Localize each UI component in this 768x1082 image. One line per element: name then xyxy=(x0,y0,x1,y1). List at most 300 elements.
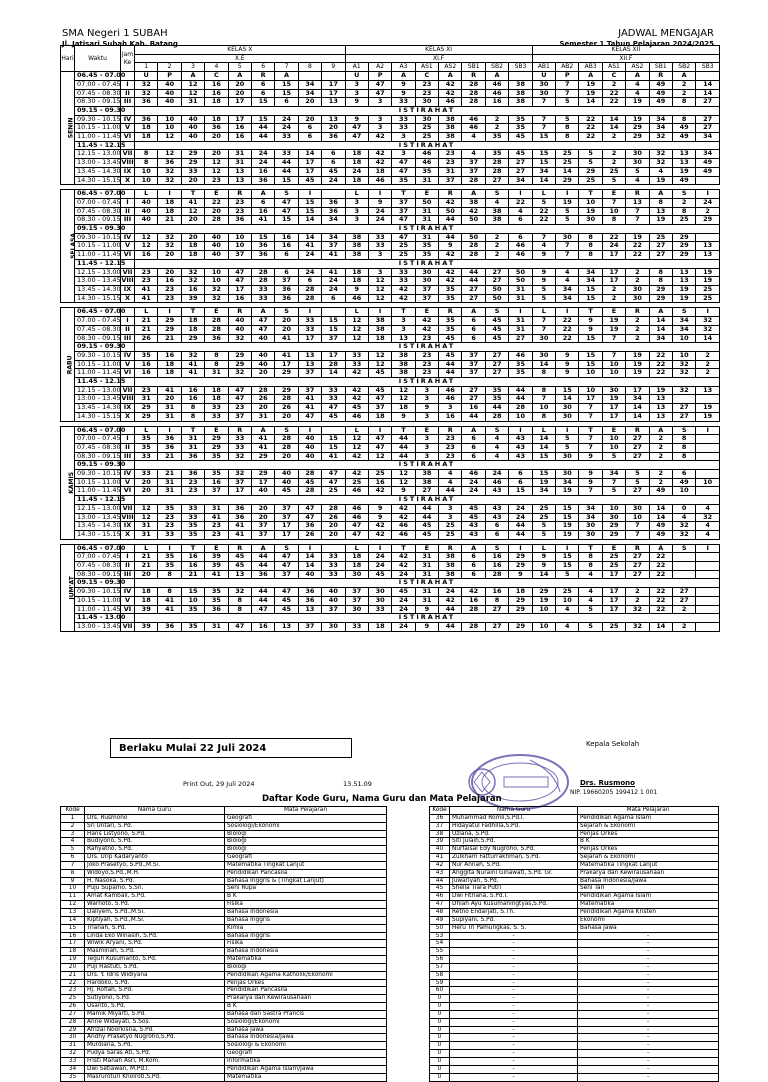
teacher-code-cell: 31 xyxy=(509,285,532,294)
teacher-code-cell: 30 xyxy=(532,334,555,343)
teacher-code-cell: 16 xyxy=(205,80,228,89)
teacher-code-cell: 21 xyxy=(158,470,181,479)
teacher-code-cell: A xyxy=(626,72,649,81)
teacher-subject: - xyxy=(578,1026,719,1034)
teacher-code-cell: 36 xyxy=(251,176,274,185)
teacher-code-cell: 2 xyxy=(485,233,508,242)
col-mapel: Mata Pelajaran xyxy=(578,807,719,815)
jam-cell: I xyxy=(121,80,135,89)
teacher-code-cell: 5 xyxy=(532,198,555,207)
teacher-code-cell: 33 xyxy=(181,167,204,176)
teacher-subject: - xyxy=(578,1073,719,1081)
teacher-code-cell: 28 xyxy=(509,404,532,413)
teacher-code-cell: 5 xyxy=(579,150,602,159)
opening-row xyxy=(61,544,720,553)
class-column-header: AS1 xyxy=(602,63,625,72)
teacher-code-cell: 15 xyxy=(322,325,345,334)
teacher-code-cell: 36 xyxy=(322,198,345,207)
lesson-row xyxy=(61,522,720,531)
teacher-code-cell: 45 xyxy=(275,596,298,605)
teacher-code-cell: 36 xyxy=(275,294,298,303)
teacher-code-cell: L xyxy=(532,190,555,199)
teacher-name: Hidayatul Fadhilla,S.Pd. xyxy=(450,822,578,830)
teacher-code-cell: 8 xyxy=(649,268,672,277)
teacher-code-cell: 32 xyxy=(158,242,181,251)
teacher-code-cell: 6 xyxy=(298,277,321,286)
teacher-code-cell: 28 xyxy=(205,216,228,225)
teacher-code-cell: 2 xyxy=(649,452,672,461)
teacher-code-cell: A xyxy=(251,190,274,199)
teacher-code-cell: 10 xyxy=(158,124,181,133)
teacher-code-cell: 24 xyxy=(322,277,345,286)
teacher-code-cell: R xyxy=(228,190,251,199)
teacher-code-cell: 27 xyxy=(509,159,532,168)
teacher-name: Nurfaisal Edy Nugroho, S.Pd. xyxy=(450,846,578,854)
teacher-code-cell: 44 xyxy=(275,167,298,176)
teacher-code-cell: 17 xyxy=(322,80,345,89)
class-sub-header: XI.F xyxy=(345,54,532,63)
teacher-row xyxy=(61,1065,387,1073)
teacher-code-cell: 35 xyxy=(509,369,532,378)
teacher-row xyxy=(61,1050,387,1058)
teacher-code-cell: 41 xyxy=(181,198,204,207)
teacher-code: 0 xyxy=(430,1042,450,1050)
teacher-code-cell: 44 xyxy=(462,268,485,277)
teacher-code-cell: 10 xyxy=(228,242,251,251)
teacher-code-cell: 6 xyxy=(462,325,485,334)
teacher-code-cell: 31 xyxy=(181,443,204,452)
teacher-code-cell: 44 xyxy=(439,360,462,369)
teacher-code-cell: A xyxy=(462,308,485,317)
teacher-row xyxy=(61,956,387,964)
teacher-code-cell: 6 xyxy=(485,530,508,539)
teacher-code-cell: 5 xyxy=(532,530,555,539)
teacher-code-cell: 12 xyxy=(205,167,228,176)
teacher-code-cell: 2 xyxy=(696,369,720,378)
teacher-code-cell: 23 xyxy=(205,176,228,185)
teacher-code-cell: 17 xyxy=(602,570,625,579)
teacher-row xyxy=(61,940,387,948)
time-slot: 07.45 - 08.30 xyxy=(75,207,121,216)
teacher-code-cell: 32 xyxy=(228,334,251,343)
teacher-code-cell: 33 xyxy=(298,317,321,326)
teacher-code-cell: 35 xyxy=(158,504,181,513)
teacher-code-cell: 46 xyxy=(345,513,368,522)
teacher-code-cell: 22 xyxy=(556,325,579,334)
teacher-code-cell: 2 xyxy=(626,596,649,605)
teacher-code-cell: 32 xyxy=(205,294,228,303)
jam-cell: VI xyxy=(121,605,135,614)
teacher-code-cell: 34 xyxy=(602,470,625,479)
teacher-subject: - xyxy=(578,979,719,987)
teacher-code-cell: 9 xyxy=(579,452,602,461)
teacher-code-cell: 42 xyxy=(439,596,462,605)
teacher-code-cell: 35 xyxy=(181,605,204,614)
teacher-code-cell: I xyxy=(696,190,720,199)
teacher-name: Linda Eko Winasih, S.Pd. xyxy=(85,932,225,940)
teacher-code-cell: 18 xyxy=(345,150,368,159)
teacher-code-cell: 33 xyxy=(275,133,298,142)
time-slot: 09.30 - 10.15 xyxy=(75,115,121,124)
teacher-code-cell: 24 xyxy=(322,285,345,294)
teacher-code-cell: 4 xyxy=(532,242,555,251)
teacher-code-cell: A xyxy=(672,72,695,81)
teacher-name: Dwi Setiawan, M.Pd.I. xyxy=(85,1065,225,1073)
teacher-code-cell: U xyxy=(345,72,368,81)
teacher-code-cell: 7 xyxy=(532,124,555,133)
teacher-code-cell: 37 xyxy=(462,360,485,369)
teacher-code-cell: 37 xyxy=(439,176,462,185)
teacher-code-cell: 31 xyxy=(415,562,438,571)
teacher-code-cell: 12 xyxy=(392,478,415,487)
teacher-code-cell: 47 xyxy=(275,198,298,207)
teacher-code-cell: S xyxy=(672,190,695,199)
teacher-code-cell: 8 xyxy=(532,386,555,395)
teacher-row xyxy=(61,1042,387,1050)
teacher-code-cell: 44 xyxy=(251,133,274,142)
teacher-code-cell: 23 xyxy=(181,487,204,496)
teacher-code-cell: 12 xyxy=(135,233,158,242)
school-name: SMA Negeri 1 SUBAH xyxy=(62,28,168,39)
jam-cell: III xyxy=(121,334,135,343)
teacher-code-cell: L xyxy=(345,190,368,199)
teacher-code-cell xyxy=(696,605,720,614)
teacher-code-cell: 13 xyxy=(626,198,649,207)
class-group-header: KELAS X xyxy=(135,46,346,55)
teacher-code: 40 xyxy=(430,846,450,854)
teacher-code-cell: 27 xyxy=(672,404,695,413)
teacher-code-cell: 30 xyxy=(626,294,649,303)
teacher-code-cell: 38 xyxy=(462,198,485,207)
teacher-code-cell: 5 xyxy=(556,443,579,452)
break-label: ISTIRAHAT xyxy=(135,579,720,588)
teacher-code-cell: R xyxy=(251,72,274,81)
teacher-code-cell: 6 xyxy=(672,470,695,479)
teacher-code-cell: 31 xyxy=(509,294,532,303)
teacher-code-cell: 19 xyxy=(649,386,672,395)
teacher-code-cell: 24 xyxy=(345,167,368,176)
teacher-code-cell: 49 xyxy=(696,167,720,176)
jam-cell: I xyxy=(121,553,135,562)
teacher-code-cell: 35 xyxy=(135,351,158,360)
teacher-code-cell: 37 xyxy=(322,605,345,614)
lesson-row xyxy=(61,360,720,369)
teacher-code-cell: 29 xyxy=(181,150,204,159)
teacher-code-cell: 33 xyxy=(322,570,345,579)
class-column-header: A2 xyxy=(368,63,391,72)
teacher-code-cell: 13 xyxy=(298,605,321,614)
teacher-code-cell: 47 xyxy=(345,530,368,539)
teacher-code-cell: 47 xyxy=(275,562,298,571)
jam-cell: X xyxy=(121,176,135,185)
teacher-code-cell: 8 xyxy=(205,360,228,369)
teacher-code-cell: 18 xyxy=(368,412,391,421)
teacher-code-cell: 12 xyxy=(345,325,368,334)
teacher-code-cell: R xyxy=(228,544,251,553)
time-slot: 11.00 - 11.45 xyxy=(75,487,121,496)
break-label: ISTIRAHAT xyxy=(135,141,720,150)
teacher-code-cell: 33 xyxy=(345,623,368,632)
teacher-code-cell: 10 xyxy=(672,334,695,343)
teacher-code-cell: 45 xyxy=(275,487,298,496)
teacher-code-cell: 46 xyxy=(485,80,508,89)
teacher-code-cell: 30 xyxy=(602,513,625,522)
time-slot: 11.45 - 12.15 xyxy=(75,141,121,150)
teacher-code-cell: 46 xyxy=(415,159,438,168)
teacher-code-cell: 42 xyxy=(392,285,415,294)
teacher-code-cell: 24 xyxy=(392,596,415,605)
teacher-code-cell: 14 xyxy=(532,176,555,185)
teacher-code-cell: 45 xyxy=(322,167,345,176)
effective-date-box: Berlaku Mulai 22 Juli 2024 xyxy=(110,738,352,758)
teacher-code-cell: 22 xyxy=(532,207,555,216)
teacher-code-cell: 44 xyxy=(439,605,462,614)
teacher-code-cell: 29 xyxy=(135,404,158,413)
teacher-code-cell: I xyxy=(368,544,391,553)
jam-cell: III xyxy=(121,98,135,107)
teacher-code-cell: 3 xyxy=(345,198,368,207)
teacher-code-cell: 15 xyxy=(532,133,555,142)
teacher-name: Hj. Rofiah, S.Pd. xyxy=(85,987,225,995)
teacher-code-cell: 19 xyxy=(626,98,649,107)
teacher-code-cell: 23 xyxy=(415,369,438,378)
break-row xyxy=(61,106,720,115)
teacher-code-cell: 8 xyxy=(181,412,204,421)
teacher-name: Drs. Urip Kadaryanto xyxy=(85,854,225,862)
jam-cell: I xyxy=(121,317,135,326)
teacher-code-cell: 16 xyxy=(181,553,204,562)
teacher-code-cell: 28 xyxy=(322,360,345,369)
teacher-name: Warnoto, S.Pd. xyxy=(85,901,225,909)
teacher-code-cell: 8 xyxy=(205,351,228,360)
teacher-code-cell: 42 xyxy=(392,562,415,571)
teacher-code-cell: 19 xyxy=(649,176,672,185)
teacher-code-cell: 15 xyxy=(556,553,579,562)
teacher-code-cell: E xyxy=(205,190,228,199)
teacher-code-cell: 2 xyxy=(485,124,508,133)
teacher-code-cell: 3 xyxy=(368,115,391,124)
teacher-code-cell: 24 xyxy=(439,588,462,597)
teacher-code-cell: 34 xyxy=(509,176,532,185)
teacher-code-cell: 33 xyxy=(345,360,368,369)
teacher-code-cell: E xyxy=(602,426,625,435)
teacher-code-cell: 36 xyxy=(158,623,181,632)
teacher-code-cell: A xyxy=(181,72,204,81)
teacher-code-cell: 20 xyxy=(158,268,181,277)
teacher-row xyxy=(61,861,387,869)
teacher-code-cell: A xyxy=(251,426,274,435)
teacher-code-cell: 35 xyxy=(181,623,204,632)
teacher-code-cell: 31 xyxy=(205,623,228,632)
teacher-code-cell: 50 xyxy=(462,216,485,225)
jam-cell: II xyxy=(121,443,135,452)
teacher-code-cell: 12 xyxy=(368,294,391,303)
teacher-code-cell: 38 xyxy=(439,570,462,579)
teacher-code-cell: 31 xyxy=(135,530,158,539)
teacher-code-cell: A xyxy=(251,544,274,553)
teacher-code-cell: 31 xyxy=(135,395,158,404)
teacher-code-cell: 32 xyxy=(205,285,228,294)
teacher-code-cell: 5 xyxy=(532,285,555,294)
teacher-code-cell: 36 xyxy=(228,216,251,225)
teacher-code-cell: 28 xyxy=(462,605,485,614)
teacher-code-cell: 24 xyxy=(462,478,485,487)
break-row xyxy=(61,225,720,234)
teacher-code-cell: 41 xyxy=(298,395,321,404)
teacher-code-cell: 46 xyxy=(462,124,485,133)
teacher-row xyxy=(430,822,719,830)
teacher-code: 30 xyxy=(61,1034,85,1042)
teacher-code: 15 xyxy=(61,924,85,932)
class-group-header: KELAS XII xyxy=(532,46,719,55)
lesson-row xyxy=(61,176,720,185)
teacher-code-cell: 2 xyxy=(672,198,695,207)
teacher-subject: - xyxy=(578,995,719,1003)
teacher-row xyxy=(61,838,387,846)
teacher-code: 0 xyxy=(430,995,450,1003)
teacher-code-cell: 9 xyxy=(532,251,555,260)
teacher-code-cell: 4 xyxy=(579,570,602,579)
teacher-code-cell: 13 xyxy=(672,159,695,168)
teacher-code-cell xyxy=(696,176,720,185)
teacher-code-cell: 12 xyxy=(368,277,391,286)
teacher-code-cell: 25 xyxy=(415,133,438,142)
teacher-code-cell: 45 xyxy=(462,513,485,522)
class-column-header: AS2 xyxy=(439,63,462,72)
teacher-code-cell: 14 xyxy=(602,124,625,133)
teacher-code-cell: 41 xyxy=(135,285,158,294)
teacher-code-cell: L xyxy=(532,308,555,317)
teacher-subject: Geografi xyxy=(225,854,387,862)
teacher-name: Siti Julaih,S.Pd. xyxy=(450,838,578,846)
teacher-code-cell: 33 xyxy=(251,294,274,303)
teacher-code-cell: 20 xyxy=(275,412,298,421)
teacher-code-cell: 22 xyxy=(649,369,672,378)
teacher-code-cell: 15 xyxy=(532,470,555,479)
teacher-code-cell: 29 xyxy=(135,412,158,421)
teacher-name: - xyxy=(450,987,578,995)
teacher-code-cell: 13 xyxy=(649,412,672,421)
class-column-header: SB2 xyxy=(485,63,508,72)
teacher-code-cell: 37 xyxy=(298,386,321,395)
teacher-code-cell: 8 xyxy=(672,98,695,107)
teacher-code-cell: 2 xyxy=(485,115,508,124)
teacher-code-cell: 44 xyxy=(392,443,415,452)
teacher-code-cell: 2 xyxy=(485,251,508,260)
teacher-code-cell: 45 xyxy=(298,176,321,185)
teacher-code-cell: 22 xyxy=(649,588,672,597)
teacher-code-cell: 37 xyxy=(275,504,298,513)
teacher-code-cell: 34 xyxy=(322,233,345,242)
lesson-row xyxy=(61,386,720,395)
teacher-code-cell: 41 xyxy=(228,530,251,539)
teacher-code-cell: 24 xyxy=(251,150,274,159)
teacher-row xyxy=(430,846,719,854)
teacher-code-cell: 33 xyxy=(298,325,321,334)
teacher-code: 18 xyxy=(61,948,85,956)
teacher-code-cell: 33 xyxy=(322,386,345,395)
teacher-code-cell: 12 xyxy=(158,133,181,142)
teacher-code-cell: 6 xyxy=(509,216,532,225)
teacher-code-cell: 14 xyxy=(298,562,321,571)
teacher-code-cell xyxy=(696,596,720,605)
teacher-code-cell: 42 xyxy=(368,150,391,159)
break-label: ISTIRAHAT xyxy=(135,225,720,234)
teacher-code-cell: 43 xyxy=(509,435,532,444)
teacher-code-cell: 24 xyxy=(275,124,298,133)
teacher-code-cell: 27 xyxy=(626,452,649,461)
teacher-code-cell xyxy=(696,553,720,562)
teacher-code-cell: 15 xyxy=(322,435,345,444)
teacher-code-cell: 38 xyxy=(485,216,508,225)
teacher-code-cell: 36 xyxy=(205,605,228,614)
teacher-code-cell: 8 xyxy=(579,562,602,571)
teacher-code-cell: 2 xyxy=(672,623,695,632)
teacher-code-cell: 35 xyxy=(509,115,532,124)
teacher-code-cell: 5 xyxy=(626,167,649,176)
teacher-code-cell: I xyxy=(158,308,181,317)
teacher-code-cell: 44 xyxy=(509,386,532,395)
teacher-code-cell: I xyxy=(556,544,579,553)
teacher-code-cell: 41 xyxy=(228,522,251,531)
teacher-code-cell: 14 xyxy=(532,435,555,444)
teacher-code-cell: 18 xyxy=(205,386,228,395)
teacher-code-cell: 46 xyxy=(439,386,462,395)
day-name: JUM'AT xyxy=(68,576,76,600)
teacher-name: Hans Listyono, S.Pd. xyxy=(85,830,225,838)
teacher-code-cell: 22 xyxy=(649,351,672,360)
jam-cell: I xyxy=(121,435,135,444)
time-slot: 13.45 - 14.30 xyxy=(75,167,121,176)
teacher-code-cell: 29 xyxy=(602,522,625,531)
teacher-code-cell: 16 xyxy=(158,351,181,360)
teacher-code-cell: 39 xyxy=(205,553,228,562)
teacher-code-cell: 16 xyxy=(135,360,158,369)
teacher-code-cell: 2 xyxy=(626,588,649,597)
teacher-code-cell: 22 xyxy=(556,317,579,326)
teacher-code-cell: 20 xyxy=(135,570,158,579)
teacher-name: - xyxy=(450,1026,578,1034)
teacher-code-cell: 3 xyxy=(415,395,438,404)
teacher-code-cell: 4 xyxy=(626,80,649,89)
teacher-code-cell: 40 xyxy=(322,588,345,597)
teacher-code-cell: 15 xyxy=(579,351,602,360)
teacher-code-cell: 50 xyxy=(509,277,532,286)
teacher-code-cell: 2 xyxy=(602,159,625,168)
lesson-row xyxy=(61,207,720,216)
teacher-name: Dwi Fitriana, S.Pd.I. xyxy=(450,893,578,901)
teacher-code-cell: 46 xyxy=(415,150,438,159)
teacher-code-cell: T xyxy=(579,426,602,435)
teacher-code-cell: I xyxy=(158,426,181,435)
teacher-code-cell xyxy=(509,72,532,81)
jam-cell: VII xyxy=(121,150,135,159)
teacher-code-cell: 29 xyxy=(251,452,274,461)
teacher-code-cell: 49 xyxy=(672,133,695,142)
teacher-name: Budiyono, S.Pd. xyxy=(85,838,225,846)
teacher-code-cell: 42 xyxy=(439,251,462,260)
teacher-code-cell: 15 xyxy=(298,207,321,216)
teacher-code-cell: 13 xyxy=(275,623,298,632)
teacher-code-cell: 12 xyxy=(368,285,391,294)
teacher-code-cell: 42 xyxy=(392,513,415,522)
teacher-code-cell: 41 xyxy=(205,570,228,579)
teacher-code-cell: 37 xyxy=(368,404,391,413)
teacher-code-cell: 28 xyxy=(462,242,485,251)
jam-cell: VII xyxy=(121,386,135,395)
teacher-code-cell: 44 xyxy=(485,404,508,413)
teacher-subject: Prakarya dan Kewirausahaan xyxy=(578,869,719,877)
